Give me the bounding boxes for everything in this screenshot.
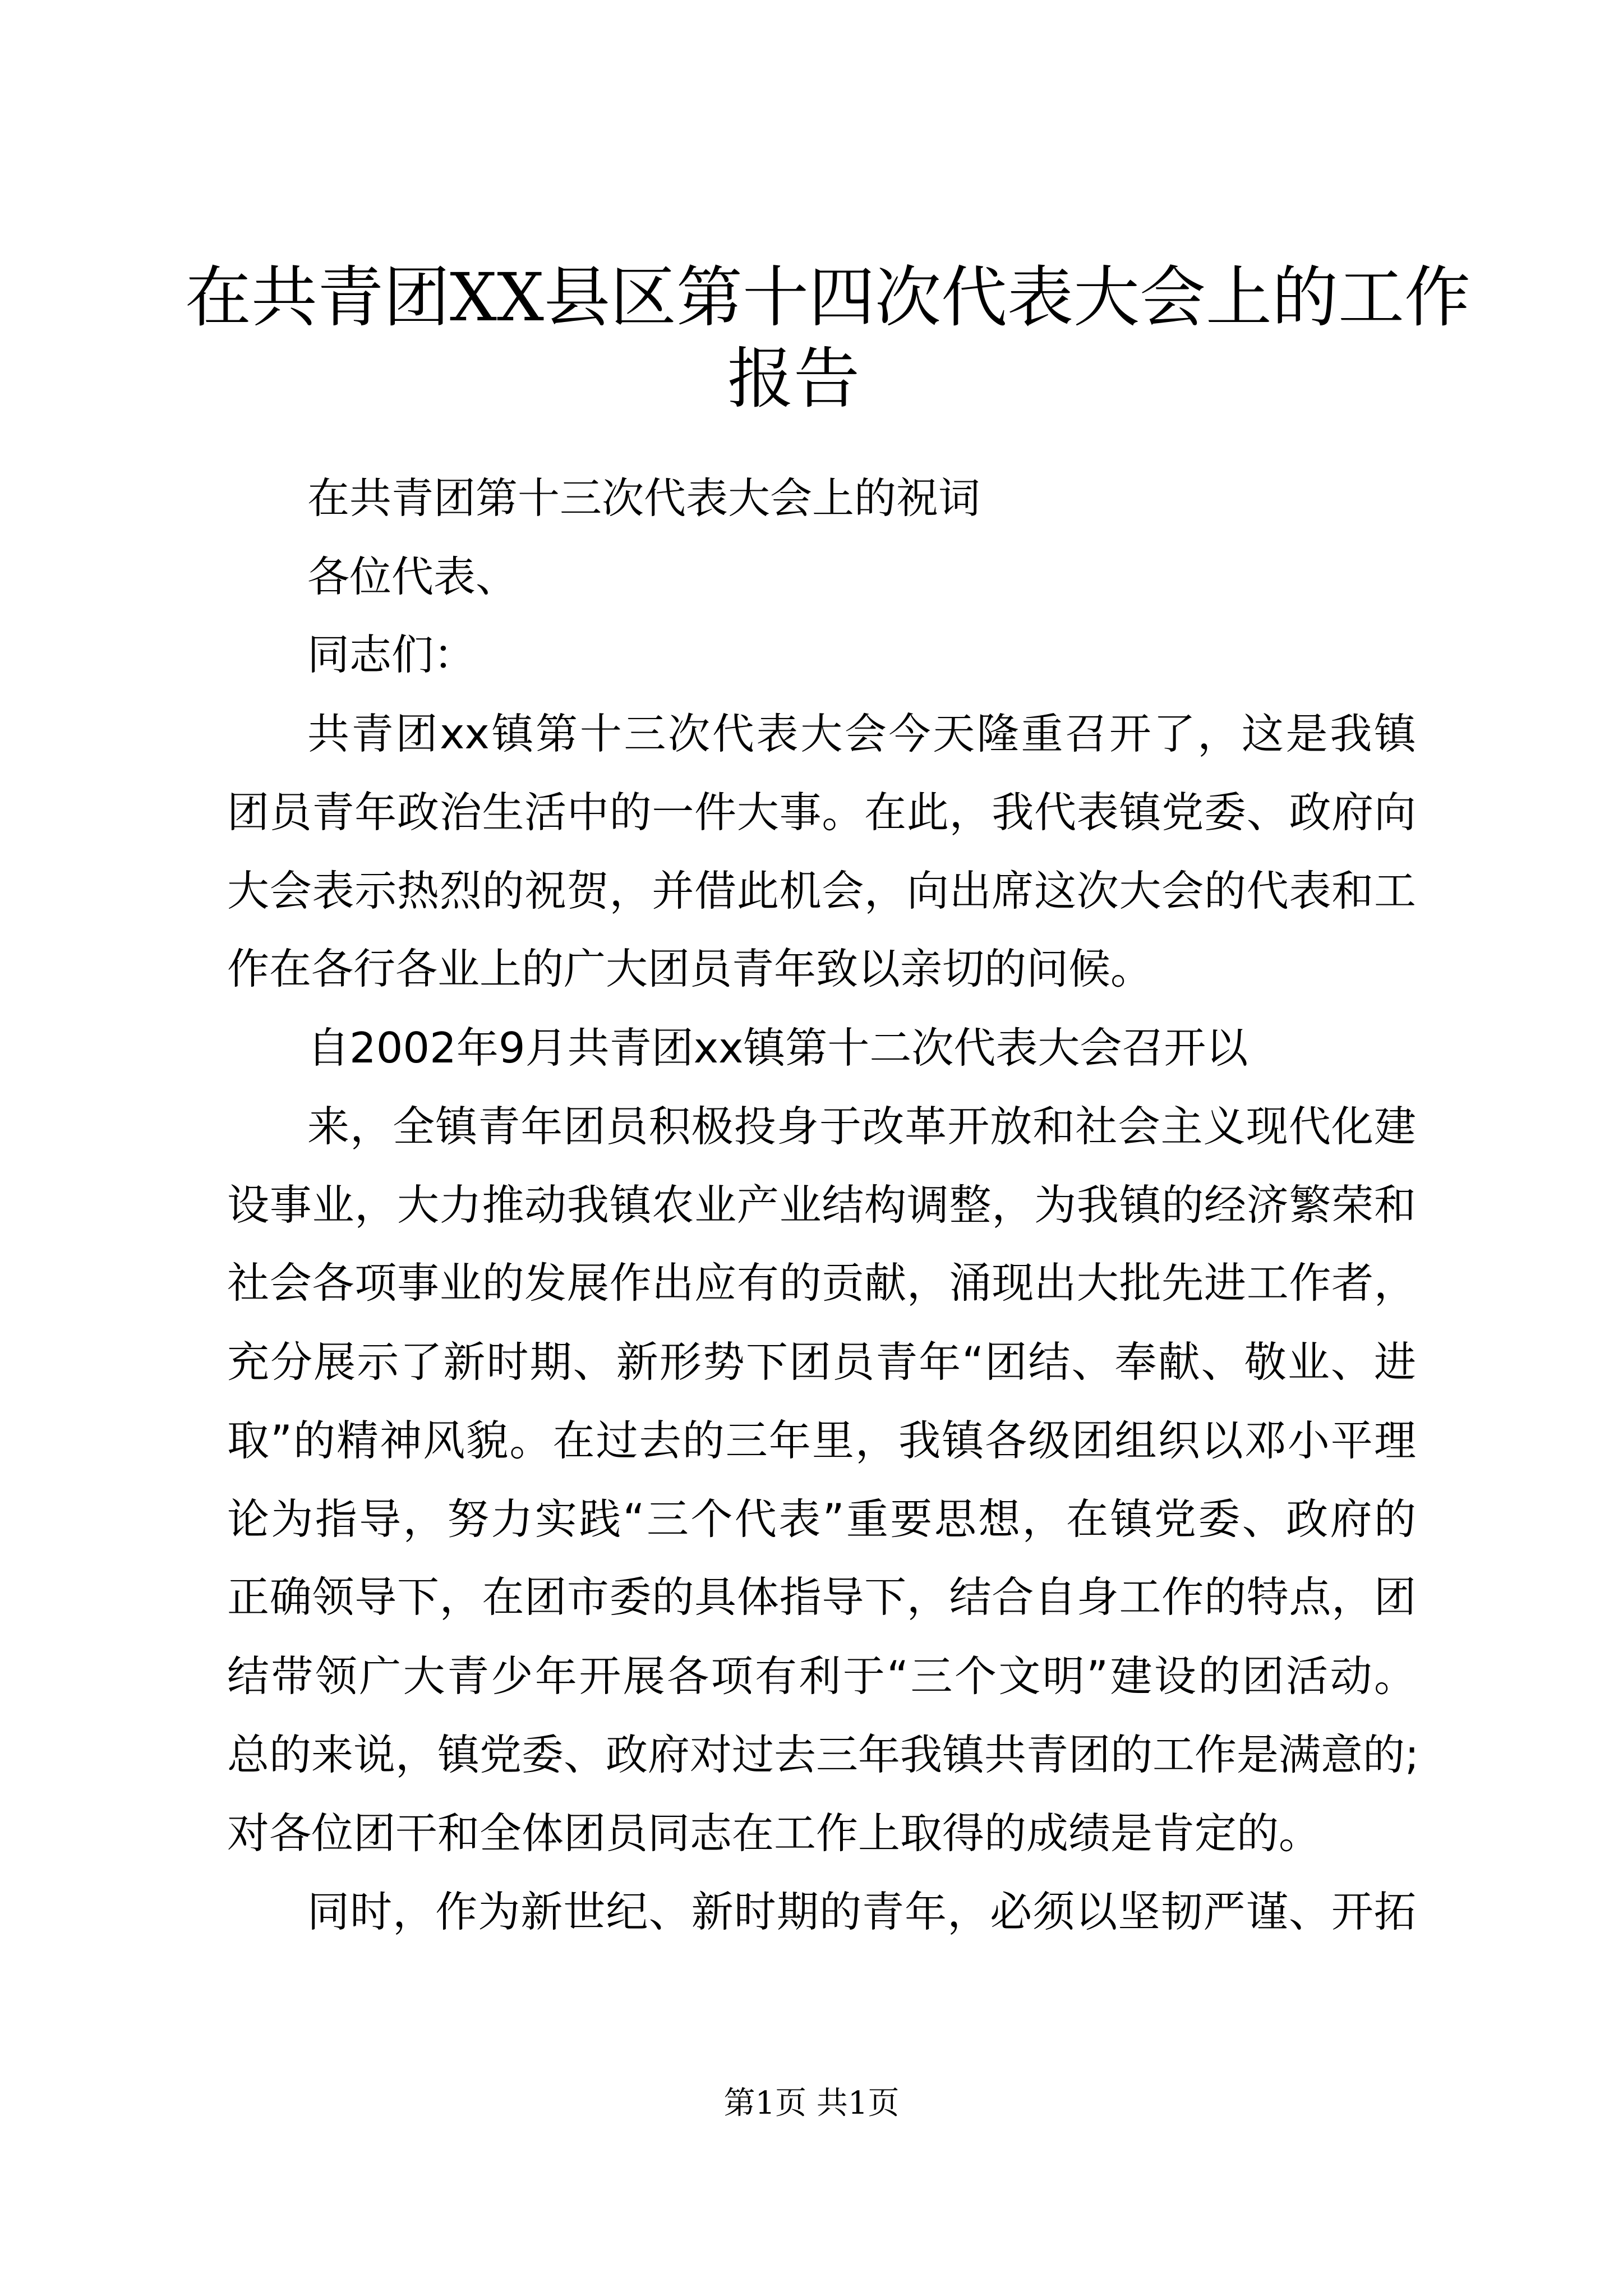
paragraph-3-line: 正确领导下，在团市委的具体指导下，结合自身工作的特点，团 — [227, 1572, 1416, 1622]
paragraph-2-line: 自2002年9月共青团xx镇第十二次代表大会召开以 — [307, 1023, 1248, 1073]
paragraph-3-line: 社会各项事业的发展作出应有的贡献，涌现出大批先进工作者， — [227, 1258, 1416, 1308]
salutation-line-2: 同志们： — [307, 630, 476, 679]
paragraph-3-line: 取”的精神风貌。在过去的三年里，我镇各级团组织以邓小平理 — [227, 1416, 1416, 1465]
paragraph-3-line: 充分展示了新时期、新形势下团员青年“团结、奉献、敬业、进 — [227, 1337, 1416, 1387]
paragraph-3-line: 结带领广大青少年开展各项有利于“三个文明”建设的团活动。 — [227, 1651, 1416, 1701]
paragraph-3-line: 总的来说，镇党委、政府对过去三年我镇共青团的工作是满意的; — [227, 1730, 1419, 1779]
document-title-line-2: 报告 — [727, 340, 860, 417]
document-title-line-1: 在共青团XX县区第十四次代表大会上的工作 — [185, 259, 1471, 336]
salutation-line-1: 各位代表、 — [307, 552, 518, 601]
page-number-footer: 第1页 共1页 — [723, 2085, 900, 2122]
paragraph-1-line: 作在各行各业上的广大团员青年致以亲切的问候。 — [227, 944, 1153, 993]
paragraph-3-line: 设事业，大力推动我镇农业产业结构调整，为我镇的经济繁荣和 — [227, 1180, 1416, 1230]
subtitle: 在共青团第十三次代表大会上的祝词 — [307, 473, 981, 523]
paragraph-4-line: 同时，作为新世纪、新时期的青年，必须以坚韧严谨、开拓 — [307, 1887, 1416, 1936]
paragraph-1-line: 团员青年政治生活中的一件大事。在此，我代表镇党委、政府向 — [227, 788, 1416, 837]
paragraph-1-line: 共青团xx镇第十三次代表大会今天隆重召开了，这是我镇 — [307, 709, 1416, 758]
paragraph-3-line: 来，全镇青年团员积极投身于改革开放和社会主义现代化建 — [307, 1102, 1416, 1151]
paragraph-3-line: 对各位团干和全体团员同志在工作上取得的成绩是肯定的。 — [227, 1809, 1321, 1858]
paragraph-3-line: 论为指导，努力实践“三个代表”重要思想，在镇党委、政府的 — [227, 1494, 1416, 1544]
paragraph-1-line: 大会表示热烈的祝贺，并借此机会，向出席这次大会的代表和工 — [227, 866, 1416, 915]
